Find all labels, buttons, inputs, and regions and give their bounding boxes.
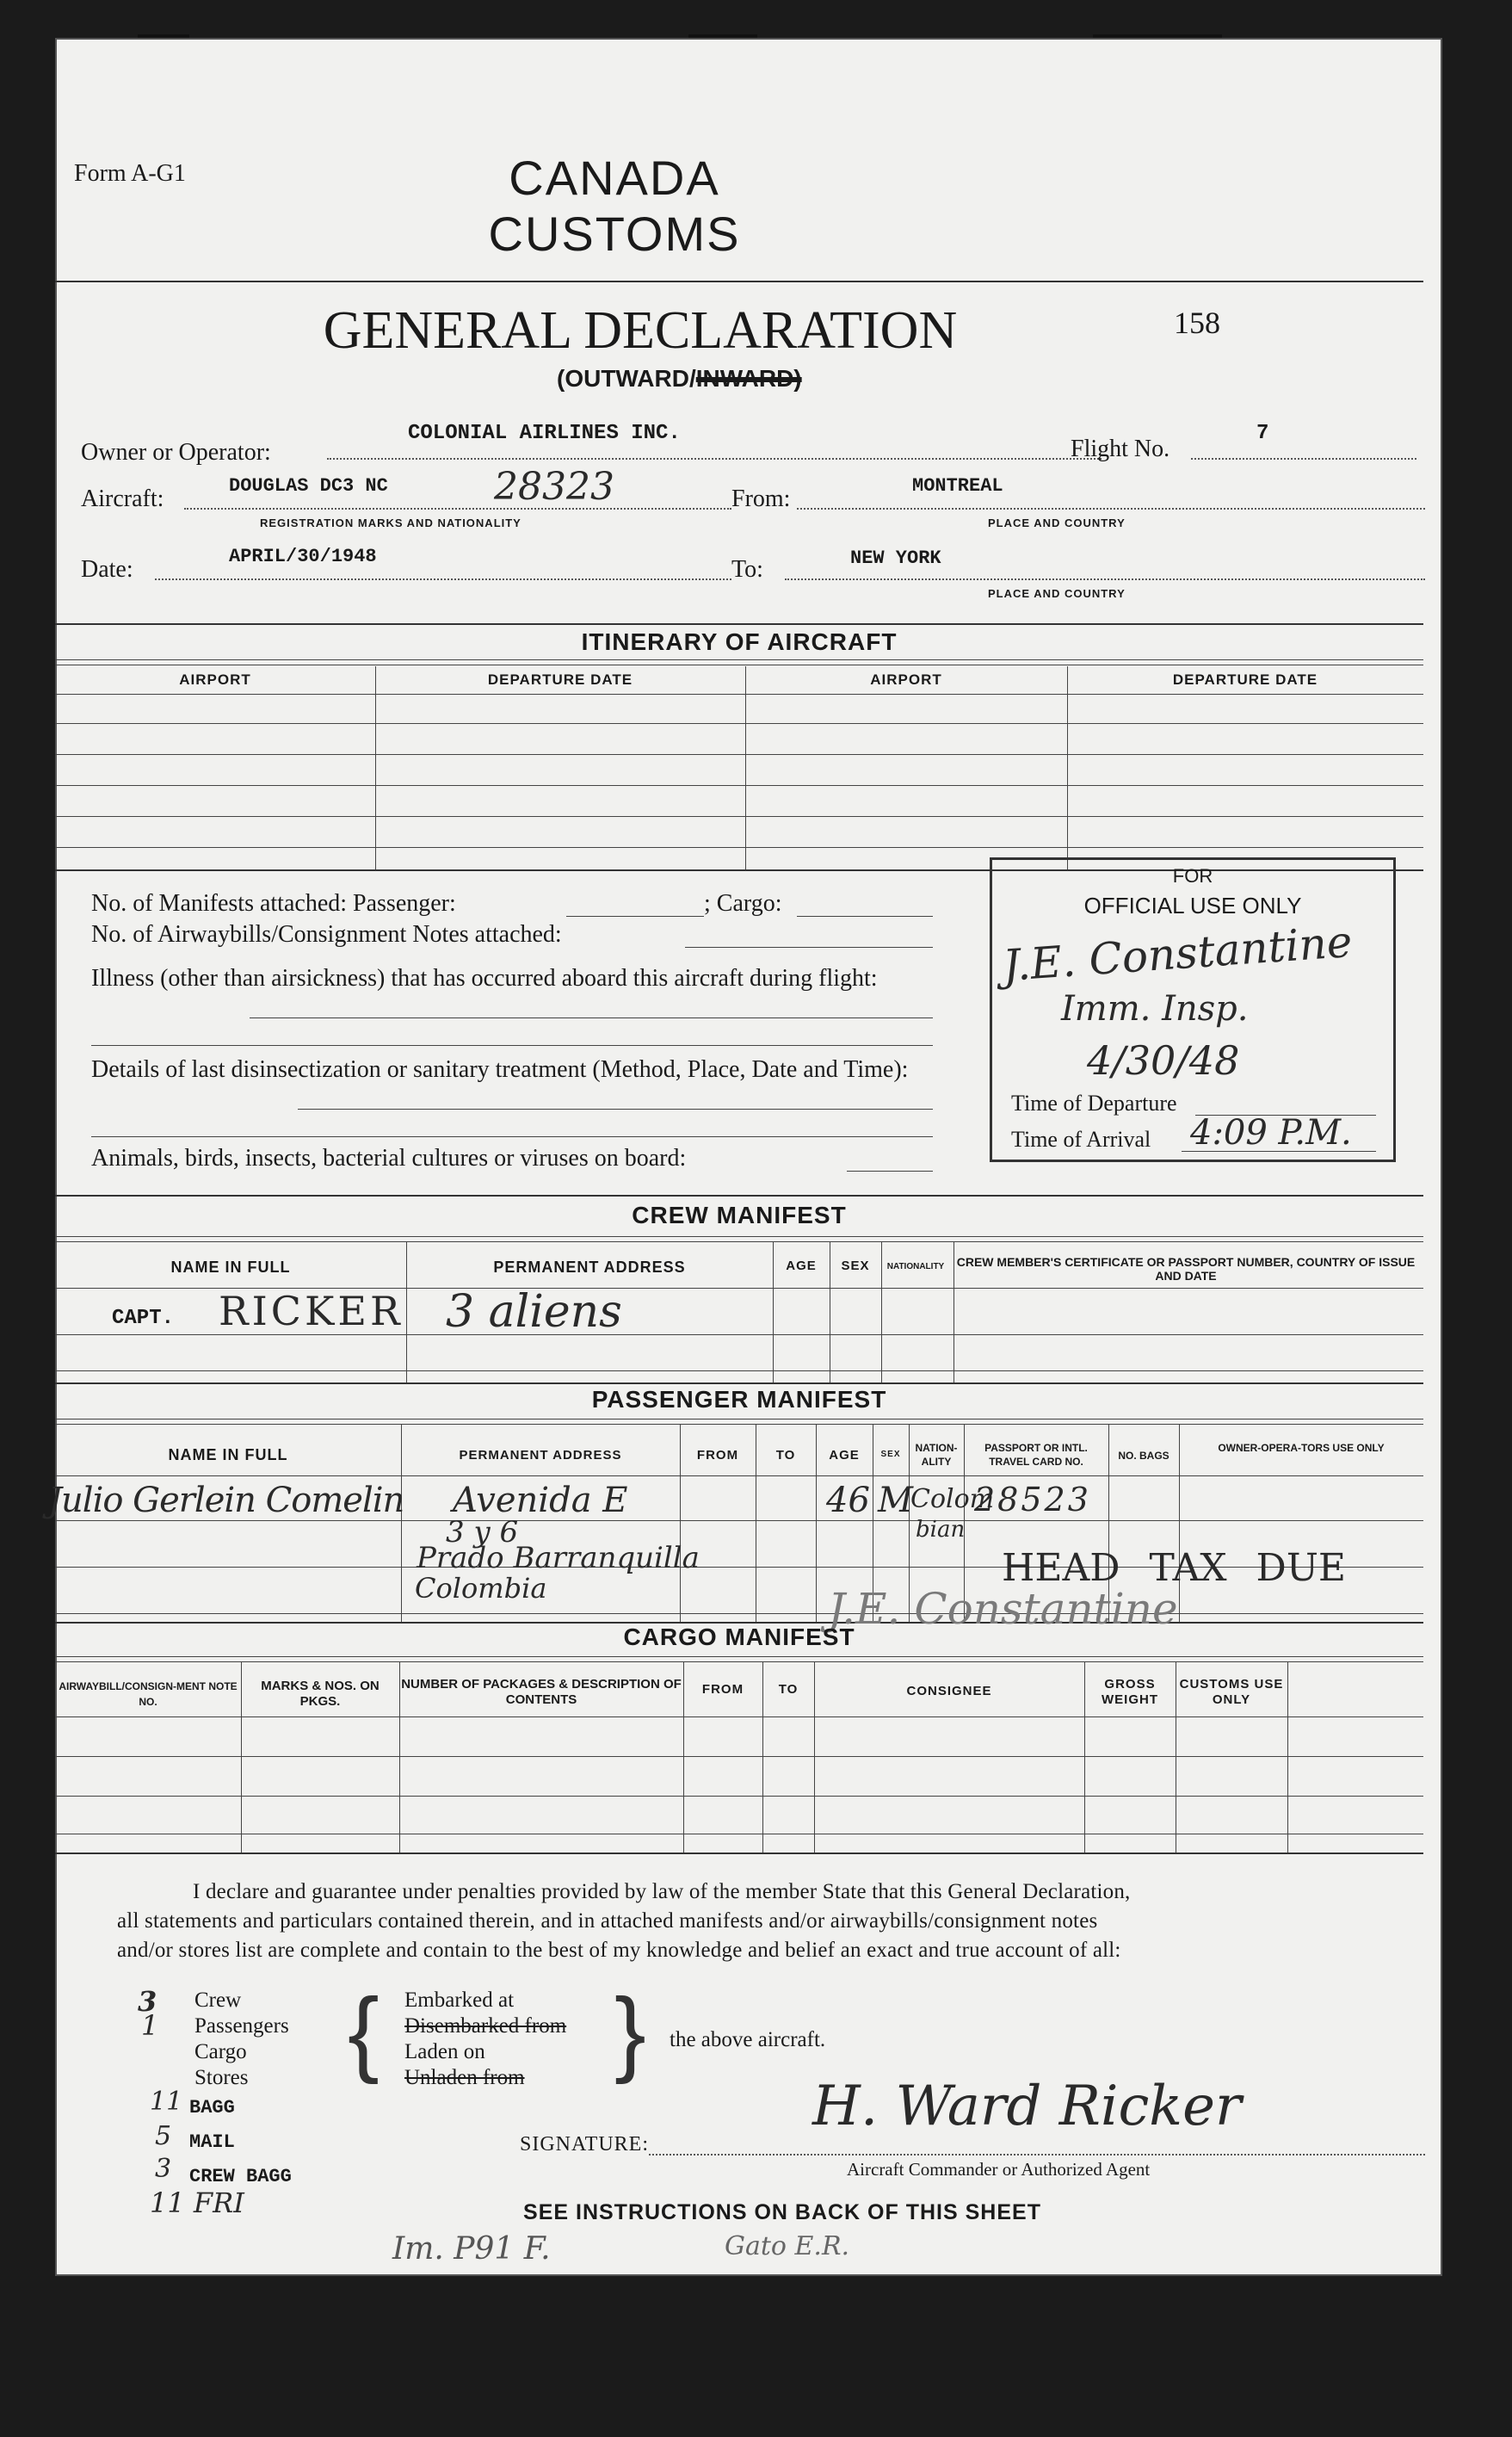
- passenger-address-2: 3 y 6: [446, 1515, 519, 1549]
- declaration-line-3: and/or stores list are complete and contain to the best of my knowledge and belief an exact and true account of all:: [117, 1939, 1121, 1962]
- itinerary-row-1: [55, 694, 1423, 695]
- itinerary-col-departure-2: DEPARTURE DATE: [1172, 671, 1318, 688]
- passenger-col-to: TO: [775, 1448, 796, 1463]
- airwaybills-line: [685, 947, 933, 948]
- stores-check-label: Stores: [194, 2066, 249, 2089]
- from-caption: PLACE AND COUNTRY: [988, 516, 1126, 529]
- cargo-col-customs: CUSTOMS USE ONLY: [1179, 1677, 1284, 1707]
- mail-label: MAIL: [189, 2131, 235, 2153]
- flight-label: Flight No.: [1071, 436, 1170, 462]
- itinerary-divider-3: [1067, 666, 1068, 869]
- passenger-nationality-2: bian: [916, 1517, 966, 1543]
- passenger-address-4: Colombia: [415, 1572, 547, 1605]
- flight-value: 7: [1256, 422, 1269, 445]
- passenger-rule-1: [55, 1419, 1423, 1420]
- rule-top: [55, 281, 1423, 282]
- passenger-col-from: FROM: [696, 1448, 739, 1463]
- crew-divider-4: [881, 1241, 882, 1382]
- passenger-col-passport: PASSPORT OR INTL. TRAVEL CARD NO.: [984, 1442, 1088, 1468]
- itinerary-row-5: [55, 816, 1423, 817]
- form-subtitle: [557, 365, 802, 393]
- captain-signature: H. Ward Ricker: [812, 2075, 1242, 2138]
- itinerary-divider-2: [745, 666, 746, 869]
- to-value: NEW YORK: [850, 547, 941, 569]
- passenger-inspector-signature: J.E. Constantine: [828, 1584, 1178, 1634]
- arrival-time-label: Time of Arrival: [1011, 1127, 1151, 1152]
- from-value: MONTREAL: [912, 475, 1003, 497]
- crew-col-certificate: CREW MEMBER'S CERTIFICATE OR PASSPORT NUMBER, COUNTRY OF ISSUE AND DATE: [956, 1255, 1416, 1283]
- passenger-head-tax-note: HEAD TAX DUE: [1002, 1546, 1347, 1590]
- signature-caption: Aircraft Commander or Authorized Agent: [847, 2159, 1151, 2180]
- cargo-count-line: [797, 916, 933, 917]
- subtitle-outward: (OUTWARD/: [557, 365, 696, 392]
- cargo-rule-2: [55, 1661, 1423, 1662]
- itinerary-header-row: [55, 671, 1423, 694]
- passenger-address-3: Prado Barranquilla: [417, 1541, 700, 1575]
- signature-line: [649, 2154, 1425, 2156]
- right-bracket: }: [614, 1979, 646, 2085]
- from-line: [797, 508, 1425, 510]
- cargo-count-label: ; Cargo:: [704, 890, 782, 917]
- itinerary-col-airport-2: AIRPORT: [870, 671, 942, 688]
- passenger-passport: 28523: [974, 1481, 1091, 1518]
- passenger-divider-9: [1179, 1424, 1180, 1622]
- cargo-col-from: FROM: [701, 1682, 744, 1697]
- fri-note: 11 FRI: [150, 2186, 244, 2219]
- cargo-col-weight: GROSS WEIGHT: [1102, 1677, 1158, 1707]
- official-inspector-signature: J.E. Constantine: [1001, 916, 1355, 992]
- cargo-divider-2: [399, 1661, 400, 1852]
- cargo-divider-5: [814, 1661, 815, 1852]
- aircraft-line: [184, 508, 731, 510]
- disinsect-line-2: [91, 1136, 933, 1137]
- crew-name-typed: CAPT.: [112, 1307, 175, 1330]
- date-value: APRIL/30/1948: [229, 546, 377, 567]
- official-title-1: FOR: [1172, 865, 1213, 887]
- crew-divider-1: [406, 1241, 407, 1382]
- bagg-count: 11: [150, 2087, 183, 2117]
- mail-count: 5: [155, 2121, 172, 2151]
- unladen-label: Unladen from: [404, 2066, 525, 2089]
- passenger-divider-4: [816, 1424, 817, 1622]
- crew-col-nationality: NATIONALITY: [886, 1262, 945, 1271]
- agency-title: CANADA CUSTOMS: [488, 151, 741, 261]
- cargo-divider-4: [762, 1661, 763, 1852]
- crew-count-label: Crew: [194, 1989, 242, 2012]
- flight-line: [1191, 458, 1416, 460]
- laden-label: Laden on: [404, 2040, 485, 2063]
- passenger-nationality-1: Colom: [910, 1484, 995, 1514]
- itinerary-row-6: [55, 847, 1423, 848]
- crew-title: CREW MANIFEST: [632, 1202, 847, 1228]
- passengers-count-label: Passengers: [194, 2014, 289, 2038]
- crew-col-name: NAME IN FULL: [170, 1259, 291, 1276]
- instructions-note: SEE INSTRUCTIONS ON BACK OF THIS SHEET: [523, 2200, 1041, 2224]
- cargo-col-marks: MARKS & NOS. ON PKGS.: [261, 1679, 380, 1709]
- crew-col-age: AGE: [786, 1259, 817, 1273]
- passenger-sex: M: [878, 1481, 913, 1520]
- date-label: Date:: [81, 556, 133, 583]
- itinerary-rule-1: [55, 659, 1423, 660]
- crew-col-address: PERMANENT ADDRESS: [493, 1259, 686, 1276]
- animals-label: Animals, birds, insects, bacterial cultures or viruses on board:: [91, 1145, 687, 1172]
- cargo-row-1: [55, 1756, 1423, 1757]
- crew-count: 3: [138, 1985, 157, 2018]
- cargo-header-bottom: [55, 1716, 1423, 1717]
- official-inspector-title: Imm. Insp.: [1061, 989, 1249, 1029]
- cargo-col-consignee: CONSIGNEE: [906, 1684, 992, 1698]
- form-title: GENERAL DECLARATION: [323, 301, 958, 360]
- crew-row-2: [55, 1370, 1423, 1371]
- passenger-rule-2: [55, 1424, 1423, 1425]
- passenger-row-3: [55, 1613, 1423, 1614]
- crew-address-hand: 3 aliens: [446, 1286, 622, 1338]
- cargo-col-to: TO: [778, 1682, 799, 1697]
- left-bracket: {: [348, 1979, 380, 2085]
- disembarked-label: Disembarked from: [404, 2014, 567, 2038]
- illness-label: Illness (other than airsickness) that has occurred aboard this aircraft during flight:: [91, 965, 878, 992]
- crew-divider-5: [953, 1241, 954, 1382]
- itinerary-col-departure-1: DEPARTURE DATE: [487, 671, 633, 688]
- passenger-col-bags: NO. BAGS: [1118, 1450, 1169, 1462]
- to-line: [785, 578, 1425, 580]
- manifests-line: [566, 916, 704, 917]
- crew-bagg-label: CREW BAGG: [189, 2166, 292, 2187]
- cargo-check-label: Cargo: [194, 2040, 247, 2063]
- manifests-label: No. of Manifests attached: Passenger:: [91, 890, 456, 917]
- cargo-divider-6: [1084, 1661, 1085, 1852]
- cargo-divider-8: [1287, 1661, 1288, 1852]
- disinsect-line: [298, 1109, 933, 1110]
- passenger-col-owner: OWNER-OPERA-TORS USE ONLY: [1218, 1442, 1385, 1454]
- passenger-col-age: AGE: [829, 1448, 860, 1463]
- cargo-rule-1: [55, 1656, 1423, 1657]
- serial-number: 158: [1174, 306, 1220, 340]
- disinsect-label: Details of last disinsectization or sanitary treatment (Method, Place, Date and Time):: [91, 1056, 909, 1083]
- itinerary-row-4: [55, 785, 1423, 786]
- subtitle-inward: INWARD): [695, 365, 802, 392]
- from-label: From:: [731, 486, 791, 512]
- crew-rule-2: [55, 1241, 1423, 1242]
- crew-bagg-count: 3: [155, 2154, 172, 2184]
- passenger-address-1: Avenida E: [453, 1481, 628, 1520]
- official-inspection-date: 4/30/48: [1087, 1037, 1240, 1084]
- official-use-box: [990, 857, 1396, 1162]
- animals-line: [847, 1171, 933, 1172]
- passenger-col-sex: SEX: [880, 1450, 901, 1459]
- form-number: Form A-G1: [74, 160, 186, 187]
- itinerary-top-rule: [55, 623, 1423, 625]
- official-title-2: OFFICIAL USE ONLY: [1083, 893, 1302, 919]
- departure-time-label: Time of Departure: [1011, 1091, 1177, 1116]
- owner-label: Owner or Operator:: [81, 439, 271, 466]
- aircraft-value: DOUGLAS DC3 NC: [229, 475, 388, 497]
- passenger-name: Julio Gerlein Comelin: [48, 1481, 404, 1520]
- crew-name-hand: RICKER: [219, 1288, 404, 1334]
- declaration-line-2: all statements and particulars contained therein, and in attached manifests and/or airwaybills/consignment notes: [117, 1909, 1098, 1933]
- passenger-divider-2: [680, 1424, 681, 1622]
- declaration-line-1: I declare and guarantee under penalties provided by law of the member State that this General Declaration,: [193, 1880, 1131, 1903]
- above-aircraft-label: the above aircraft.: [670, 2028, 826, 2051]
- passenger-divider-1: [401, 1424, 402, 1622]
- cargo-row-2: [55, 1796, 1423, 1797]
- crew-top-rule: [55, 1195, 1423, 1197]
- arrival-time-value: 4:09 P.M.: [1190, 1113, 1352, 1153]
- embarked-label: Embarked at: [404, 1989, 515, 2012]
- passenger-header-bottom: [55, 1475, 1423, 1476]
- crew-col-sex: SEX: [841, 1259, 870, 1273]
- to-label: To:: [731, 556, 763, 583]
- passenger-col-address: PERMANENT ADDRESS: [459, 1448, 622, 1463]
- cargo-divider-1: [241, 1661, 242, 1852]
- passenger-age: 46: [826, 1481, 870, 1520]
- passenger-title: PASSENGER MANIFEST: [591, 1386, 887, 1413]
- bagg-label: BAGG: [189, 2097, 235, 2118]
- passengers-count: 1: [141, 2009, 159, 2042]
- cargo-bottom-rule: [55, 1852, 1423, 1854]
- aircraft-registration: 28323: [494, 465, 614, 509]
- itinerary-divider-1: [375, 666, 376, 869]
- passenger-row-1: [55, 1520, 1423, 1521]
- passenger-col-nationality: NATION-ALITY: [915, 1442, 958, 1468]
- declaration-form: [48, 38, 1442, 2276]
- cargo-divider-3: [683, 1661, 684, 1852]
- aircraft-caption: REGISTRATION MARKS AND NATIONALITY: [260, 516, 521, 529]
- itinerary-row-3: [55, 754, 1423, 755]
- crew-divider-2: [773, 1241, 774, 1382]
- itinerary-row-2: [55, 723, 1423, 724]
- aircraft-label: Aircraft:: [81, 486, 164, 512]
- cargo-col-airwaybill: AIRWAYBILL/CONSIGN-MENT NOTE NO.: [59, 1680, 238, 1708]
- itinerary-col-airport-1: AIRPORT: [179, 671, 251, 688]
- owner-line: [327, 458, 1102, 460]
- signature-label: SIGNATURE:: [520, 2133, 650, 2156]
- crew-rule-1: [55, 1236, 1423, 1237]
- bottom-note-1: Im. P91 F.: [392, 2231, 551, 2267]
- date-line: [155, 578, 731, 580]
- to-caption: PLACE AND COUNTRY: [988, 587, 1126, 600]
- illness-line: [250, 1017, 933, 1018]
- cargo-title: CARGO MANIFEST: [623, 1624, 855, 1650]
- owner-value: COLONIAL AIRLINES INC.: [408, 422, 681, 445]
- crew-row-1: [55, 1334, 1423, 1335]
- crew-bottom-rule: [55, 1382, 1423, 1384]
- illness-line-2: [91, 1045, 933, 1046]
- airwaybills-label: No. of Airwaybills/Consignment Notes attached:: [91, 921, 562, 948]
- bottom-note-2: Gato E.R.: [725, 2231, 850, 2261]
- passenger-col-name: NAME IN FULL: [168, 1446, 288, 1463]
- cargo-col-packages: NUMBER OF PACKAGES & DESCRIPTION OF CONTENTS: [401, 1677, 682, 1707]
- itinerary-title: ITINERARY OF AIRCRAFT: [581, 628, 898, 655]
